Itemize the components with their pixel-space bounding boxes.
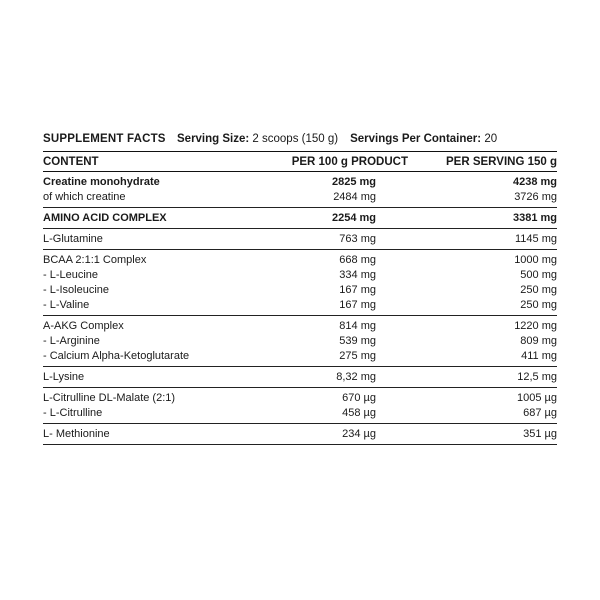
nutrient-name: A-AKG Complex [43,320,124,332]
table-row [43,211,557,226]
table-row [43,232,557,247]
nutrient-name: Creatine monohydrate [43,176,160,188]
nutrient-name: L- Methionine [43,428,110,440]
nutrient-name: L-Lysine [43,371,85,383]
table-row [43,370,557,385]
value-per-serving: 500 mg [520,269,557,281]
column-headers [43,152,557,172]
value-per-serving: 3381 mg [512,212,557,224]
nutrient-name: - L-Valine [43,299,90,311]
value-per-100g: 814 mg [339,320,376,332]
nutrient-name: of which creatine [43,191,126,203]
value-per-100g: 670 µg [342,392,376,404]
table-row [43,319,557,334]
value-per-100g: 234 µg [342,428,376,440]
table-row [43,283,557,298]
value-per-100g: 334 mg [339,269,376,281]
table-row [43,427,557,442]
supplement-facts-panel [43,133,557,445]
value-per-serving: 1145 mg [515,233,557,245]
value-per-100g: 668 mg [339,254,376,266]
value-per-100g: 167 mg [339,299,376,311]
value-per-100g: 275 mg [339,350,376,362]
servings-per-container [350,133,497,145]
nutrient-name: - L-Citrulline [43,407,103,419]
value-per-100g: 2254 mg [331,212,376,224]
table-row [43,391,557,406]
column-header-per-serving: PER SERVING 150 g [446,155,557,168]
column-header-content: CONTENT [43,155,99,168]
nutrient-group [43,388,557,424]
table-row [43,268,557,283]
value-per-serving: 1000 mg [514,254,557,266]
value-per-serving: 687 µg [523,407,557,419]
nutrient-name: - L-Arginine [43,335,100,347]
value-per-100g: 167 mg [339,284,376,296]
facts-header [43,133,557,152]
value-per-serving: 809 mg [520,335,557,347]
nutrient-group [43,316,557,367]
table-row [43,349,557,364]
facts-title: SUPPLEMENT FACTS [43,133,166,145]
servings-label: Servings Per Container: [350,133,482,145]
value-per-100g: 2825 mg [331,176,376,188]
column-header-per-100g: PER 100 g PRODUCT [291,155,408,168]
nutrient-name: - L-Isoleucine [43,284,110,296]
table-row [43,175,557,190]
nutrient-group [43,424,557,445]
value-per-serving: 411 mg [521,350,557,362]
nutrient-name: AMINO ACID COMPLEX [43,212,167,224]
value-per-serving: 1005 µg [517,392,557,404]
nutrient-name: L-Glutamine [43,233,103,245]
value-per-serving: 1220 mg [514,320,557,332]
serving-size [177,133,338,145]
table-row [43,190,557,205]
table-row [43,334,557,349]
value-per-100g: 458 µg [342,407,376,419]
nutrient-name: - L-Leucine [43,269,99,281]
nutrient-name: L-Citrulline DL-Malate (2:1) [43,392,176,404]
value-per-serving: 250 mg [520,284,557,296]
nutrient-group [43,172,557,208]
value-per-serving: 250 mg [520,299,557,311]
value-per-serving: 4238 mg [512,176,557,188]
value-per-100g: 2484 mg [333,191,376,203]
value-per-serving: 12,5 mg [517,371,557,383]
value-per-100g: 8,32 mg [336,371,376,383]
servings-value: 20 [484,133,498,145]
table-row [43,406,557,421]
nutrient-group [43,208,557,229]
serving-size-value: 2 scoops (150 g) [252,133,339,145]
value-per-100g: 763 mg [339,233,376,245]
value-per-serving: 351 µg [523,428,557,440]
table-row [43,298,557,313]
nutrient-group [43,367,557,388]
value-per-100g: 539 mg [339,335,376,347]
value-per-serving: 3726 mg [514,191,557,203]
nutrient-table-body [43,172,557,445]
nutrient-group [43,229,557,250]
nutrient-group [43,250,557,316]
nutrient-name: - Calcium Alpha-Ketoglutarate [43,350,190,362]
serving-size-label: Serving Size: [177,133,250,145]
table-row [43,253,557,268]
nutrient-name: BCAA 2:1:1 Complex [43,254,147,266]
